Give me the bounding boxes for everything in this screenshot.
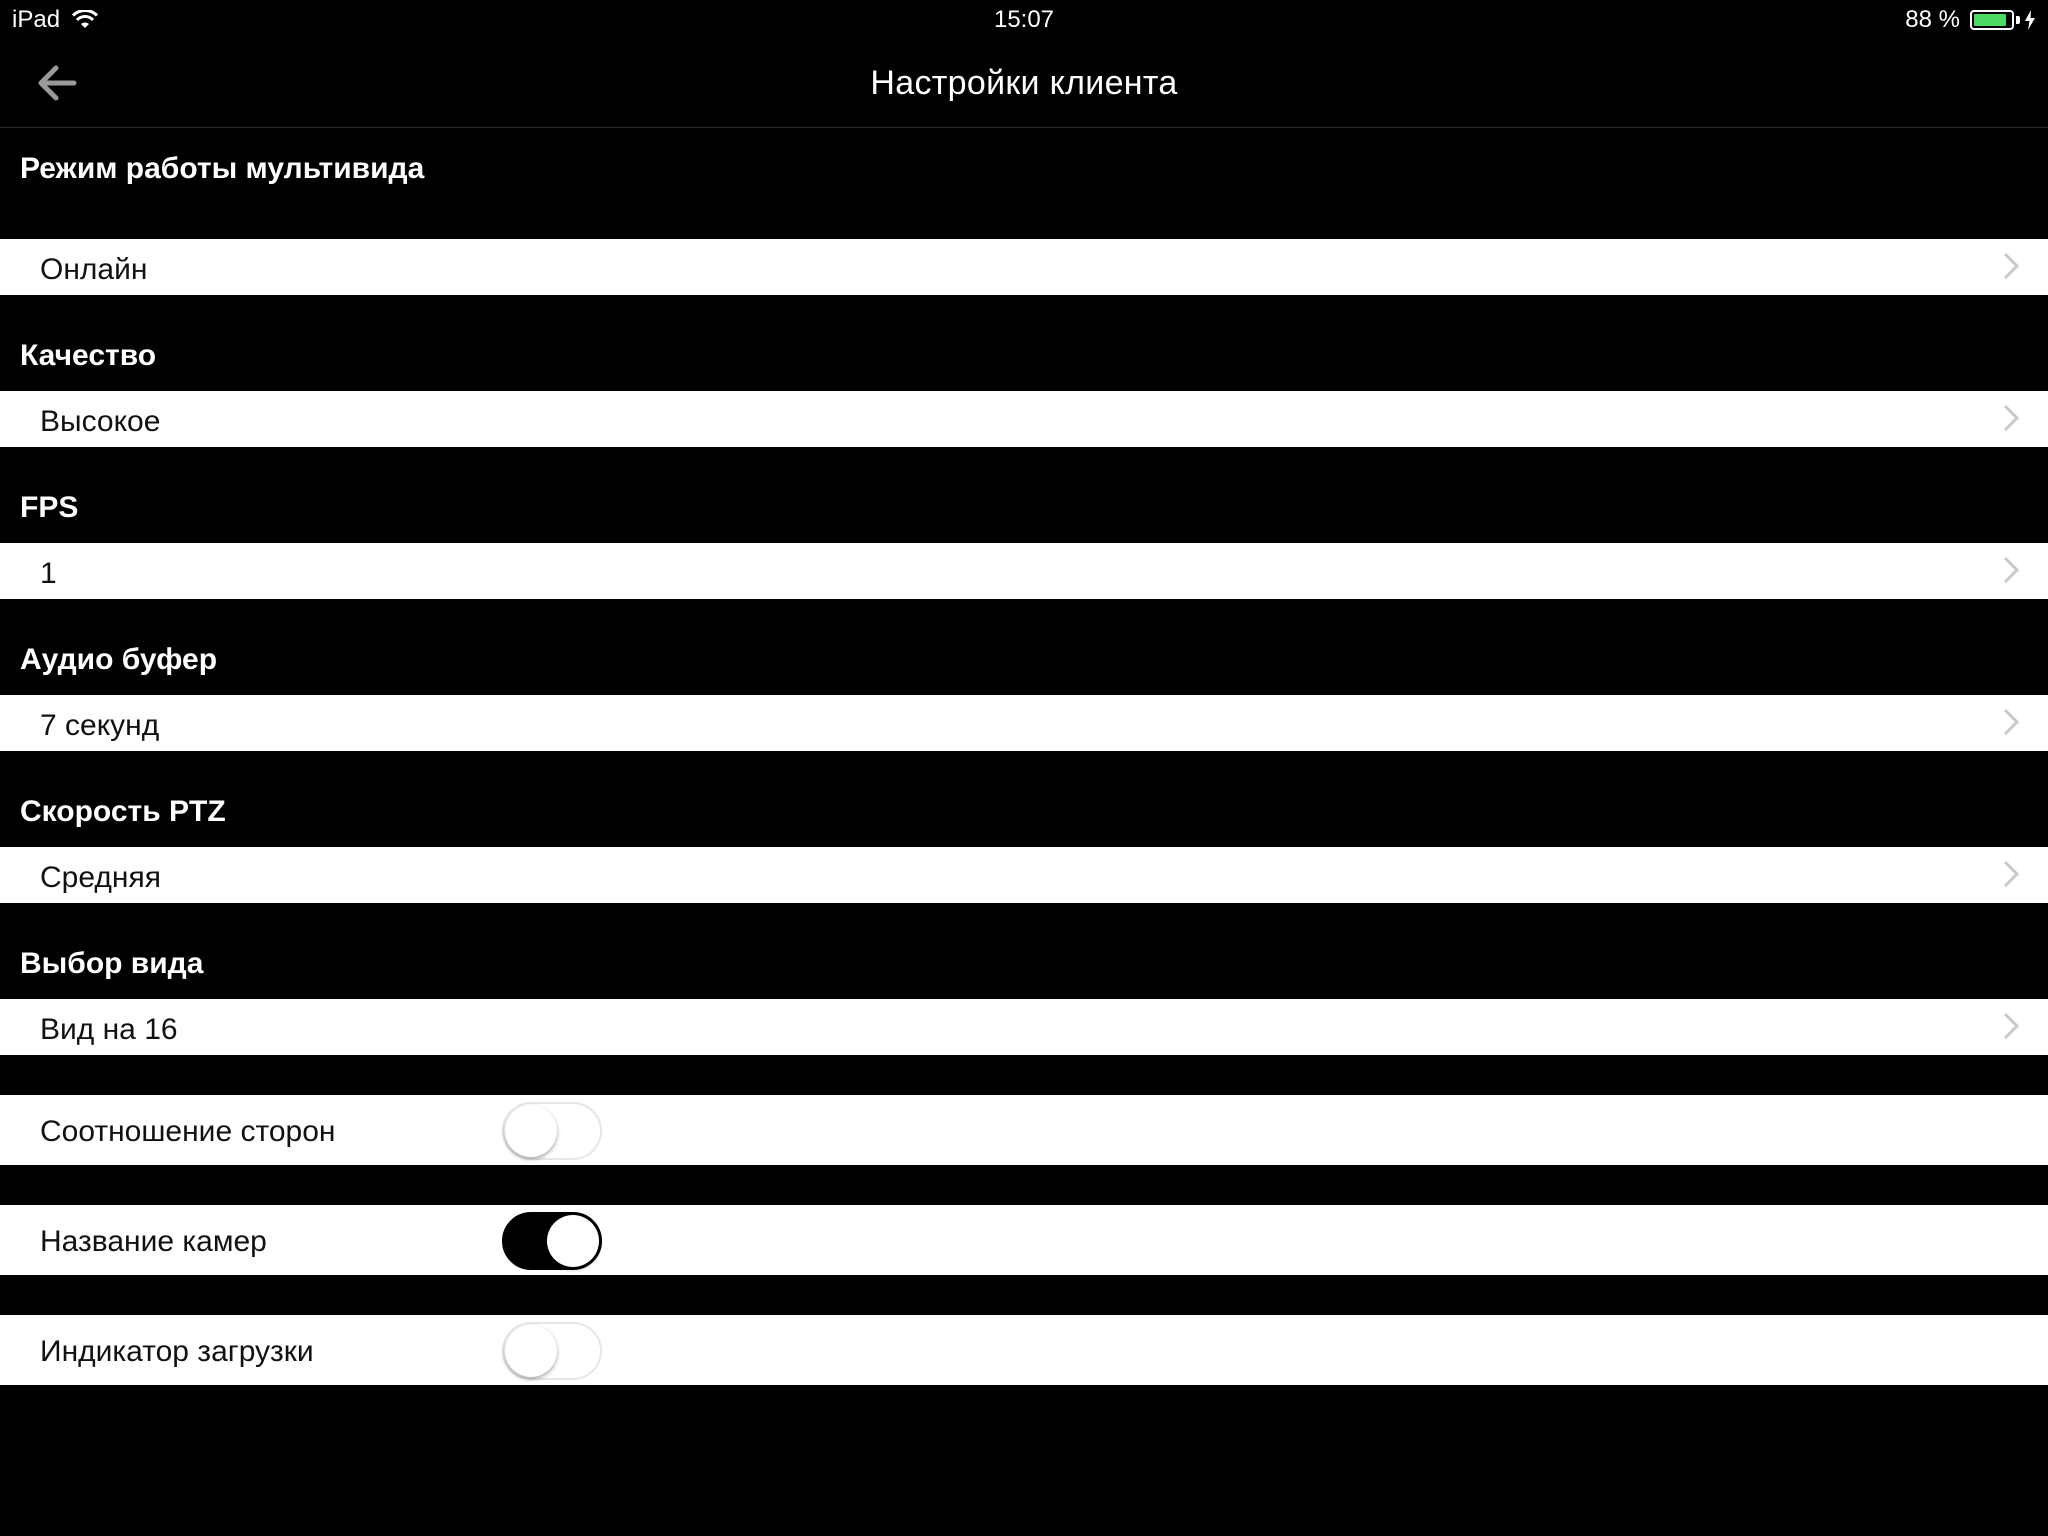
battery-fill: [1974, 14, 2006, 26]
toggle-label: Соотношение сторон: [40, 1115, 336, 1148]
toggle-row-loading-indicator: [0, 1315, 2048, 1385]
section-header-view-select: Выбор вида: [20, 947, 204, 980]
charging-bolt-icon: [2024, 10, 2036, 30]
chevron-right-icon: [2002, 403, 2020, 433]
status-bar: [0, 0, 2048, 40]
chevron-right-icon: [2002, 555, 2020, 585]
row-value: 1: [40, 557, 57, 590]
device-name: iPad: [12, 6, 61, 33]
chevron-right-icon: [2002, 1011, 2020, 1041]
row-value: 7 секунд: [40, 709, 160, 742]
camera-names-switch[interactable]: [502, 1212, 602, 1270]
select-row-quality[interactable]: [0, 391, 2048, 447]
toggle-label: Индикатор загрузки: [40, 1335, 314, 1368]
status-right: [1905, 6, 2036, 34]
chevron-right-icon: [2002, 707, 2020, 737]
select-row-fps[interactable]: [0, 543, 2048, 599]
select-row-ptz-speed[interactable]: [0, 847, 2048, 903]
section-header-quality: Качество: [20, 339, 157, 372]
battery-percent: 88 %: [1905, 6, 1960, 33]
row-value: Высокое: [40, 405, 161, 438]
row-value: Средняя: [40, 861, 161, 894]
navigation-bar: [0, 40, 2048, 128]
section-header-multiview-mode: Режим работы мультивида: [20, 152, 425, 185]
page-title: Настройки клиента: [870, 64, 1178, 102]
select-row-multiview-mode[interactable]: [0, 239, 2048, 295]
chevron-right-icon: [2002, 251, 2020, 281]
status-time: 15:07: [993, 6, 1055, 33]
toggle-row-aspect-ratio: [0, 1095, 2048, 1165]
chevron-right-icon: [2002, 859, 2020, 889]
switch-knob: [505, 1105, 557, 1157]
toggle-row-camera-names: [0, 1205, 2048, 1275]
toggle-label: Название камер: [40, 1225, 267, 1258]
switch-knob: [505, 1325, 557, 1377]
select-row-audio-buffer[interactable]: [0, 695, 2048, 751]
battery-icon: [1970, 10, 2014, 30]
battery-tip: [2016, 16, 2020, 24]
select-row-view-select[interactable]: [0, 999, 2048, 1055]
row-value: Вид на 16: [40, 1013, 178, 1046]
section-header-ptz-speed: Скорость PTZ: [20, 795, 226, 828]
section-header-fps: FPS: [20, 491, 79, 524]
aspect-ratio-switch[interactable]: [502, 1102, 602, 1160]
loading-indicator-switch[interactable]: [502, 1322, 602, 1380]
row-value: Онлайн: [40, 253, 148, 286]
section-header-audio-buffer: Аудио буфер: [20, 643, 218, 676]
switch-knob: [547, 1215, 599, 1267]
